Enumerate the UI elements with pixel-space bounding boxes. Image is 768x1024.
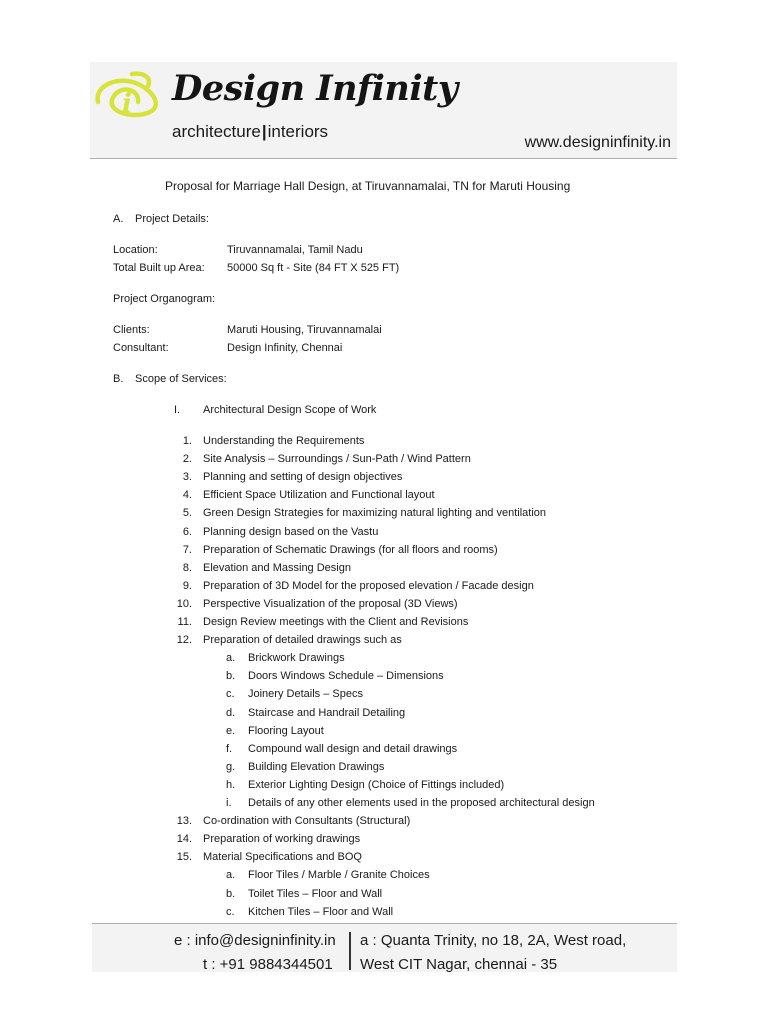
sub-item: Joinery Details – Specs [248,688,363,701]
list-item-number: 10. [176,597,192,610]
sub-item-letter: h. [226,778,236,791]
sub-item: Brickwork Drawings [248,652,345,665]
list-item: Planning and setting of design objectives [203,471,403,484]
tagline-separator: | [261,122,267,141]
built-up-area-label: Total Built up Area: [113,262,205,274]
sub-item-letter: i. [226,797,232,809]
list-item: Design Review meetings with the Client and Revisions [203,616,469,628]
location-label: Location: [113,244,158,256]
design-infinity-logo-icon [92,66,174,124]
list-item: Co-ordination with Consultants (Structural) [203,815,411,828]
brand-tagline [172,122,328,142]
list-item: Understanding the Requirements [203,435,365,447]
clients-label: Clients: [113,324,150,336]
list-item-number: 11. [177,616,192,628]
document-title: Proposal for Marriage Hall Design, at Tiruvannamalai, TN for Maruti Housing [165,179,571,193]
sub-item-letter: e. [226,724,236,737]
list-item: Efficient Space Utilization and Functional layout [203,489,435,502]
section-b-heading: Scope of Services: [135,373,227,385]
website-url: www.designinfinity.in [524,134,671,151]
sub-item-letter: g. [226,760,236,773]
tagline-architecture: architecture [172,122,261,141]
list-item: Preparation of working drawings [203,833,361,846]
subsection-title: Architectural Design Scope of Work [203,404,377,416]
list-item-number: 1. [182,435,192,447]
list-item: Preparation of 3D Model for the proposed elevation / Facade design [203,579,534,592]
brand-name: Design Infinity [172,68,458,109]
list-item-number: 5. [182,507,192,520]
section-a-heading: Project Details: [135,213,209,225]
footer-email: e : info@designinfinity.in [174,932,336,949]
sub-item-letter: d. [226,706,236,719]
letterhead-header [90,62,677,159]
list-item: Site Analysis – Surroundings / Sun-Path / Wind Pattern [203,453,471,466]
sub-item: Toilet Tiles – Floor and Wall [248,887,383,900]
sub-item-letter: c. [226,905,235,918]
sub-item-letter: a. [226,869,236,882]
organogram-heading: Project Organogram: [113,293,216,305]
list-item-number: 7. [182,543,192,556]
sub-item-letter: a. [226,652,236,665]
list-item-number: 14. [176,833,192,846]
sub-item-letter: b. [226,670,236,683]
list-item: Green Design Strategies for maximizing natural lighting and ventilation [203,507,547,520]
svg-text:i: i [122,89,132,119]
consultant-label: Consultant: [113,342,169,354]
consultant-value: Design Infinity, Chennai [227,342,343,354]
list-item-number: 13. [176,815,192,828]
sub-item: Kitchen Tiles – Floor and Wall [248,905,394,918]
sub-item-letter: c. [226,688,235,701]
list-item-number: 3. [182,471,192,484]
list-item-number: 6. [182,525,192,538]
list-item-number: 15. [176,851,192,864]
list-item-number: 4. [182,489,192,502]
footer-address-line1: a : Quanta Trinity, no 18, 2A, West road, [360,932,627,949]
location-value: Tiruvannamalai, Tamil Nadu [227,244,363,256]
sub-item: Compound wall design and detail drawings [248,742,458,755]
sub-item: Building Elevation Drawings [248,760,385,773]
tagline-interiors: interiors [267,122,329,141]
list-item: Preparation of detailed drawings such as [203,634,402,647]
sub-item-letter: f. [226,742,233,755]
list-item: Preparation of Schematic Drawings (for all floors and rooms) [203,543,498,556]
list-item: Planning design based on the Vastu [203,525,379,538]
sub-item: Doors Windows Schedule – Dimensions [248,670,444,683]
list-item-number: 12. [176,634,192,647]
subsection-marker: I. [174,404,181,416]
footer-phone: t : +91 9884344501 [203,956,333,973]
sub-item: Details of any other elements used in the proposed architectural design [248,797,595,809]
sub-item-letter: b. [226,887,236,900]
list-item-number: 8. [182,561,192,574]
list-item-number: 9. [182,579,192,592]
clients-value: Maruti Housing, Tiruvannamalai [227,324,382,336]
sub-item: Flooring Layout [248,724,324,737]
section-a-marker: A. [113,213,124,225]
sub-item: Staircase and Handrail Detailing [248,706,406,719]
built-up-area-value: 50000 Sq ft - Site (84 FT X 525 FT) [227,262,400,274]
sub-item: Exterior Lighting Design (Choice of Fittings included) [248,778,505,791]
list-item: Perspective Visualization of the proposal (3D Views) [203,597,458,610]
footer-address-line2: West CIT Nagar, chennai - 35 [360,956,558,973]
sub-item: Floor Tiles / Marble / Granite Choices [248,869,430,882]
list-item: Elevation and Massing Design [203,561,351,574]
list-item: Material Specifications and BOQ [203,851,362,864]
letterhead-footer [92,923,677,972]
footer-divider [349,932,351,970]
section-b-marker: B. [113,373,124,385]
list-item-number: 2. [182,453,192,466]
